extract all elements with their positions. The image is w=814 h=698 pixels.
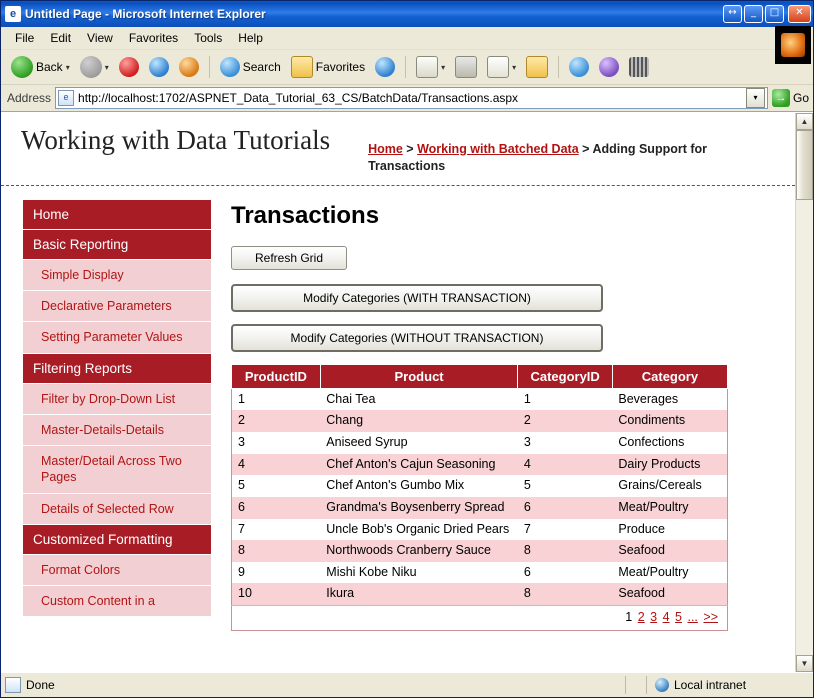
menu-file[interactable]: File — [15, 31, 35, 45]
cell-category: Meat/Poultry — [612, 497, 727, 519]
breadcrumb-home-link[interactable]: Home — [368, 142, 403, 156]
table-row — [232, 540, 728, 562]
cell-categoryid: 4 — [518, 454, 612, 476]
cell-category: Confections — [612, 432, 727, 454]
menu-favorites[interactable]: Favorites — [128, 31, 179, 45]
cell-category: Condiments — [612, 410, 727, 432]
menu-bar — [1, 27, 813, 50]
cell-product: Mishi Kobe Niku — [320, 562, 518, 584]
table-row — [232, 562, 728, 584]
cell-category: Produce — [612, 519, 727, 541]
go-button[interactable] — [772, 89, 809, 107]
media-icon — [375, 57, 395, 77]
cell-product: Chef Anton's Gumbo Mix — [320, 475, 518, 497]
toolbar-separator-1 — [209, 56, 210, 78]
cell-category: Meat/Poultry — [612, 562, 727, 584]
breadcrumb-current: Adding Support for Transactions — [368, 142, 708, 173]
messenger-button[interactable] — [595, 55, 623, 79]
cell-product: Uncle Bob's Organic Dried Pears — [320, 519, 518, 541]
back-dropdown-icon[interactable]: ▾ — [65, 62, 70, 72]
folder-button[interactable] — [522, 54, 552, 80]
print-icon — [455, 56, 477, 78]
column-header-productid[interactable]: ProductID — [232, 364, 321, 388]
scroll-up-button[interactable]: ▲ — [796, 113, 813, 130]
security-zone[interactable] — [646, 676, 813, 694]
cell-categoryid: 8 — [518, 583, 612, 605]
cell-productid: 8 — [232, 540, 321, 562]
sidebar-item-home[interactable]: Home — [23, 200, 211, 230]
print-button[interactable] — [451, 54, 481, 80]
table-row — [232, 388, 728, 410]
refresh-button[interactable] — [145, 55, 173, 79]
toolbar-separator-3 — [558, 56, 559, 78]
status-bar — [1, 672, 813, 697]
zone-label: Local intranet — [674, 678, 747, 692]
web-page — [1, 113, 795, 672]
cell-categoryid: 7 — [518, 519, 612, 541]
pager-ellipsis[interactable]: ... — [687, 610, 698, 624]
sidebar-item-master-details-details[interactable]: Master-Details-Details — [23, 415, 211, 446]
site-title: Working with Data Tutorials — [21, 125, 331, 155]
scrollbar-track[interactable] — [796, 130, 813, 655]
breadcrumb-sep-1: > — [402, 142, 418, 156]
column-header-categoryid[interactable]: CategoryID — [518, 364, 612, 388]
pager-current-page: 1 — [625, 610, 633, 624]
address-url-text: http://localhost:1702/ASPNET_Data_Tutorial_63_CS/BatchData/Transactions.aspx — [78, 91, 519, 105]
sidebar-item-declarative-parameters[interactable]: Declarative Parameters — [23, 291, 211, 322]
cell-categoryid: 3 — [518, 432, 612, 454]
cell-productid: 5 — [232, 475, 321, 497]
address-bar — [1, 85, 813, 112]
pager-page-4[interactable]: 4 — [662, 610, 670, 624]
column-header-product[interactable]: Product — [320, 364, 518, 388]
cell-categoryid: 6 — [518, 497, 612, 519]
cell-product: Chef Anton's Cajun Seasoning — [320, 454, 518, 476]
cell-productid: 3 — [232, 432, 321, 454]
mail-dropdown-icon[interactable]: ▾ — [441, 62, 446, 72]
sidebar-item-details-of-selected-row[interactable]: Details of Selected Row — [23, 494, 211, 525]
cell-productid: 10 — [232, 583, 321, 605]
cell-categoryid: 5 — [518, 475, 612, 497]
status-message: Done — [26, 678, 55, 692]
brand-logo — [775, 26, 811, 64]
cell-categoryid: 6 — [518, 562, 612, 584]
pager-next[interactable]: >> — [703, 610, 718, 624]
table-row — [232, 454, 728, 476]
window-title: Untitled Page - Microsoft Internet Explorer — [25, 7, 266, 21]
research-button[interactable] — [625, 55, 653, 79]
address-input[interactable] — [55, 87, 768, 109]
modify-categories-without-transaction-button[interactable]: Modify Categories (WITHOUT TRANSACTION) — [231, 324, 603, 352]
pager — [232, 606, 728, 631]
star-icon — [291, 56, 313, 78]
title-bar — [1, 1, 813, 27]
sidebar-item-filter-by-drop-down-list[interactable]: Filter by Drop-Down List — [23, 384, 211, 415]
scrollbar-thumb[interactable] — [796, 130, 813, 200]
address-dropdown-icon[interactable]: ▾ — [746, 88, 765, 108]
status-message-area — [5, 677, 625, 693]
messenger-icon — [599, 57, 619, 77]
table-row — [232, 583, 728, 605]
forward-dropdown-icon[interactable]: ▾ — [104, 62, 109, 72]
globe-icon — [569, 57, 589, 77]
sidebar-item-basic-reporting[interactable]: Basic Reporting — [23, 230, 211, 260]
navigation-toolbar — [1, 50, 813, 85]
forward-button[interactable] — [76, 54, 113, 80]
window-controls — [719, 5, 811, 23]
cell-productid: 2 — [232, 410, 321, 432]
cell-productid: 7 — [232, 519, 321, 541]
cell-productid: 9 — [232, 562, 321, 584]
cell-categoryid: 1 — [518, 388, 612, 410]
sidebar — [1, 186, 211, 641]
status-page-icon — [5, 677, 21, 693]
go-arrow-icon: → — [772, 89, 790, 107]
cell-product: Northwoods Cranberry Sauce — [320, 540, 518, 562]
table-row — [232, 475, 728, 497]
mail-button[interactable] — [412, 54, 449, 80]
cell-product: Ikura — [320, 583, 518, 605]
cell-productid: 4 — [232, 454, 321, 476]
stop-button[interactable] — [115, 55, 143, 79]
address-label: Address — [7, 91, 52, 105]
go-label: Go — [792, 91, 809, 105]
cell-product: Chang — [320, 410, 518, 432]
refresh-icon — [149, 57, 169, 77]
sidebar-item-format-colors[interactable]: Format Colors — [23, 555, 211, 586]
research-icon — [629, 57, 649, 77]
cell-category: Beverages — [612, 388, 727, 410]
pager-page-5[interactable]: 5 — [675, 610, 682, 624]
close-button[interactable]: ✕ — [788, 5, 811, 23]
sidebar-item-master-detail-across-two-pages[interactable]: Master/Detail Across Two Pages — [23, 446, 211, 494]
back-arrow-icon — [11, 56, 33, 78]
vertical-scrollbar[interactable] — [795, 113, 813, 672]
pager-row — [232, 606, 728, 631]
table-header-row — [232, 364, 728, 388]
zone-icon — [655, 678, 669, 692]
pager-page-2[interactable]: 2 — [637, 610, 645, 624]
cell-categoryid: 8 — [518, 540, 612, 562]
folder-icon — [526, 56, 548, 78]
menu-view[interactable]: View — [87, 31, 113, 45]
favorites-button[interactable] — [287, 54, 369, 80]
refresh-grid-button[interactable]: Refresh Grid — [231, 246, 347, 270]
minimize-button[interactable]: _ — [744, 5, 763, 23]
sidebar-item-simple-display[interactable]: Simple Display — [23, 260, 211, 291]
scroll-down-button[interactable]: ▼ — [796, 655, 813, 672]
main-content — [211, 186, 795, 641]
search-label: Search — [242, 60, 281, 74]
page-title: Transactions — [231, 201, 380, 229]
home-icon — [179, 57, 199, 77]
cell-categoryid: 2 — [518, 410, 612, 432]
cell-product: Chai Tea — [320, 388, 518, 410]
media-button[interactable] — [371, 55, 399, 79]
internet-explorer-icon: e — [5, 6, 21, 22]
modify-categories-with-transaction-button[interactable]: Modify Categories (WITH TRANSACTION) — [231, 284, 603, 312]
pager-page-3[interactable]: 3 — [650, 610, 658, 624]
site-masthead — [1, 113, 795, 186]
edit-button[interactable] — [483, 54, 520, 80]
forward-arrow-icon — [80, 56, 102, 78]
home-button[interactable] — [175, 55, 203, 79]
cell-productid: 1 — [232, 388, 321, 410]
status-spacer-1 — [625, 676, 646, 694]
table-row — [232, 497, 728, 519]
table-row — [232, 432, 728, 454]
brand-logo-glyph — [781, 33, 805, 57]
search-icon — [220, 57, 240, 77]
sidebar-item-setting-parameter-values[interactable]: Setting Parameter Values — [23, 322, 211, 353]
cell-product: Grandma's Boysenberry Spread — [320, 497, 518, 519]
edit-dropdown-icon[interactable]: ▾ — [512, 62, 517, 72]
cell-productid: 6 — [232, 497, 321, 519]
cell-category: Dairy Products — [612, 454, 727, 476]
back-button[interactable] — [7, 54, 74, 80]
breadcrumb-sep-2: > — [578, 142, 593, 156]
sidebar-item-customized-formatting[interactable]: Customized Formatting — [23, 525, 211, 555]
toolbar-separator-2 — [405, 56, 406, 78]
sidebar-item-custom-content[interactable]: Custom Content in a — [23, 586, 211, 617]
restore-group-button[interactable]: ↔ — [723, 5, 742, 23]
column-header-category[interactable]: Category — [612, 364, 727, 388]
menu-tools[interactable]: Tools — [194, 31, 223, 45]
mail-icon — [416, 56, 438, 78]
menu-edit[interactable]: Edit — [50, 31, 72, 45]
page-viewport — [1, 112, 813, 672]
menu-help[interactable]: Help — [238, 31, 263, 45]
favorites-label: Favorites — [315, 60, 366, 74]
breadcrumb-section-link[interactable]: Working with Batched Data — [417, 142, 579, 156]
table-row — [232, 519, 728, 541]
back-label: Back — [36, 60, 63, 74]
cell-product: Aniseed Syrup — [320, 432, 518, 454]
maximize-button[interactable]: □ — [765, 5, 784, 23]
stop-icon — [119, 57, 139, 77]
page-icon: e — [58, 90, 74, 106]
table-row — [232, 410, 728, 432]
products-grid — [231, 364, 728, 631]
discuss-button[interactable] — [565, 55, 593, 79]
cell-category: Seafood — [612, 583, 727, 605]
sidebar-item-filtering-reports[interactable]: Filtering Reports — [23, 354, 211, 384]
search-button[interactable] — [216, 55, 285, 79]
edit-icon — [487, 56, 509, 78]
cell-category: Grains/Cereals — [612, 475, 727, 497]
breadcrumb — [340, 125, 781, 175]
cell-category: Seafood — [612, 540, 727, 562]
